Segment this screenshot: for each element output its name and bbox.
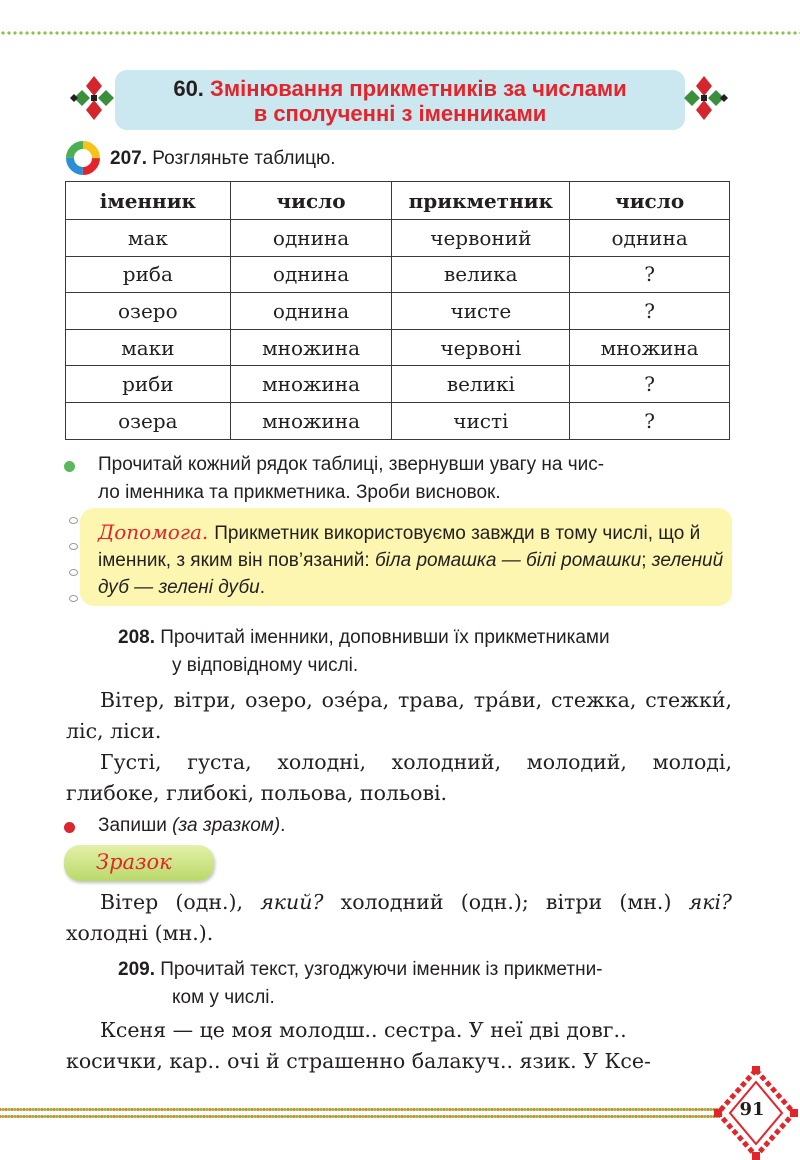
table-cell: мак <box>66 220 231 257</box>
help-example: біла ромашка — білі ромашки <box>374 550 642 571</box>
table-cell: множина <box>230 402 392 439</box>
help-end: . <box>259 577 265 598</box>
page-number: 91 <box>739 1099 765 1120</box>
exercise-text: Розгляньте таблицю. <box>152 148 336 169</box>
sample-question: який? <box>260 890 324 914</box>
table-cell: множина <box>570 329 730 366</box>
help-rule: Прикметник використовуємо завжди в тому числі, що й іменник, з яким він пов’язаний: <box>98 523 701 571</box>
sample-text <box>66 887 732 949</box>
table-cell: озеро <box>66 293 231 330</box>
exercise-209-heading <box>118 956 733 1012</box>
lesson-number: 60. <box>173 76 204 101</box>
exercise-number: 209. <box>118 959 155 980</box>
binder-ring-icon <box>69 569 78 576</box>
help-note-text <box>98 519 726 601</box>
story-text <box>66 1015 732 1077</box>
binder-ring-icon <box>69 543 78 550</box>
table-row <box>66 329 730 366</box>
sample-part: холодні (мн.). <box>66 921 214 945</box>
table-cell: ? <box>570 402 730 439</box>
lesson-title-line1: Змінювання прикметників за числами <box>210 76 627 101</box>
table-cell: маки <box>66 329 231 366</box>
sample-part: холодний (одн.); вітри (мн.) <box>323 890 689 914</box>
exercise-207-heading <box>110 148 336 170</box>
table-row <box>66 366 730 403</box>
table-row <box>66 220 730 257</box>
table-cell: ? <box>570 293 730 330</box>
help-separator: ; <box>641 550 652 571</box>
task-line: Прочитай кожний рядок таблиці, звернувши увагу на чис- <box>98 454 605 475</box>
story-line: Ксеня — це моя молодш.. сестра. У неї дві довг.. <box>100 1018 627 1042</box>
group-work-icon <box>66 141 100 175</box>
table-cell: чисті <box>392 402 570 439</box>
task-line: ло іменника та прикметника. Зроби висновок. <box>98 482 501 503</box>
table-cell: однина <box>230 220 392 257</box>
embroidery-ornament-left <box>68 72 120 124</box>
sample-question: які? <box>688 890 732 914</box>
table-cell: велика <box>392 256 570 293</box>
table-cell: чисте <box>392 293 570 330</box>
task-end: . <box>280 815 286 836</box>
task-verb: Запиши <box>98 815 167 836</box>
help-example: зелений дуб — зелені дуби <box>98 550 724 598</box>
binder-ring-icon <box>69 517 78 524</box>
lesson-title-line2: в сполученні з іменниками <box>253 101 547 126</box>
table-cell: однина <box>230 256 392 293</box>
exercise-number: 207. <box>110 148 147 169</box>
exercise-text: у відповідному числі. <box>172 655 359 676</box>
noun-adjective-table <box>65 181 730 440</box>
embroidery-ornament-right <box>678 72 730 124</box>
exercise-208-task <box>98 812 285 840</box>
exercise-208-heading <box>118 624 733 680</box>
bottom-dotted-border <box>0 1106 720 1120</box>
exercise-text: Прочитай іменники, доповнивши їх прикметниками <box>160 627 610 648</box>
table-header: прикметник <box>392 182 570 220</box>
exercise-207-task <box>98 451 738 507</box>
top-dotted-border <box>0 28 800 38</box>
table-cell: великі <box>392 366 570 403</box>
table-cell: озера <box>66 402 231 439</box>
story-line: косички, кар.. очі й страшенно балакуч.. язик. У Ксе- <box>66 1049 651 1073</box>
table-header: число <box>230 182 392 220</box>
table-header: іменник <box>66 182 231 220</box>
exercise-text: Прочитай текст, узгоджуючи іменник із прикметни- <box>160 959 603 980</box>
word-list-nouns: Вітер, вітри, озеро, озе́ра, трава, тра́ви, стежка, стежки́, ліс, ліси. <box>66 688 732 743</box>
bullet-icon <box>64 822 75 833</box>
sample-label: Зразок <box>96 850 172 874</box>
table-cell: червоний <box>392 220 570 257</box>
exercise-number: 208. <box>118 627 155 648</box>
table-header-row <box>66 182 730 220</box>
lesson-title <box>120 76 680 126</box>
word-list-adjectives: Густі, густа, холодні, холодний, молодий, молоді, глибоке, глибокі, польова, польові. <box>66 750 732 805</box>
help-note-label: Допомога. <box>98 520 209 544</box>
table-cell: множина <box>230 366 392 403</box>
table-cell: множина <box>230 329 392 366</box>
sample-part: Вітер (одн.), <box>100 890 261 914</box>
table-cell: червоні <box>392 329 570 366</box>
task-note: (за зразком) <box>172 815 281 836</box>
table-header: число <box>570 182 730 220</box>
table-row <box>66 402 730 439</box>
table-cell: однина <box>570 220 730 257</box>
table-cell: ? <box>570 256 730 293</box>
table-cell: однина <box>230 293 392 330</box>
exercise-text: ком у числі. <box>172 987 275 1008</box>
table-cell: риби <box>66 366 231 403</box>
table-row <box>66 256 730 293</box>
bullet-icon <box>64 461 75 472</box>
table-row <box>66 293 730 330</box>
table-cell: ? <box>570 366 730 403</box>
table-cell: риба <box>66 256 231 293</box>
binder-ring-icon <box>69 595 78 602</box>
